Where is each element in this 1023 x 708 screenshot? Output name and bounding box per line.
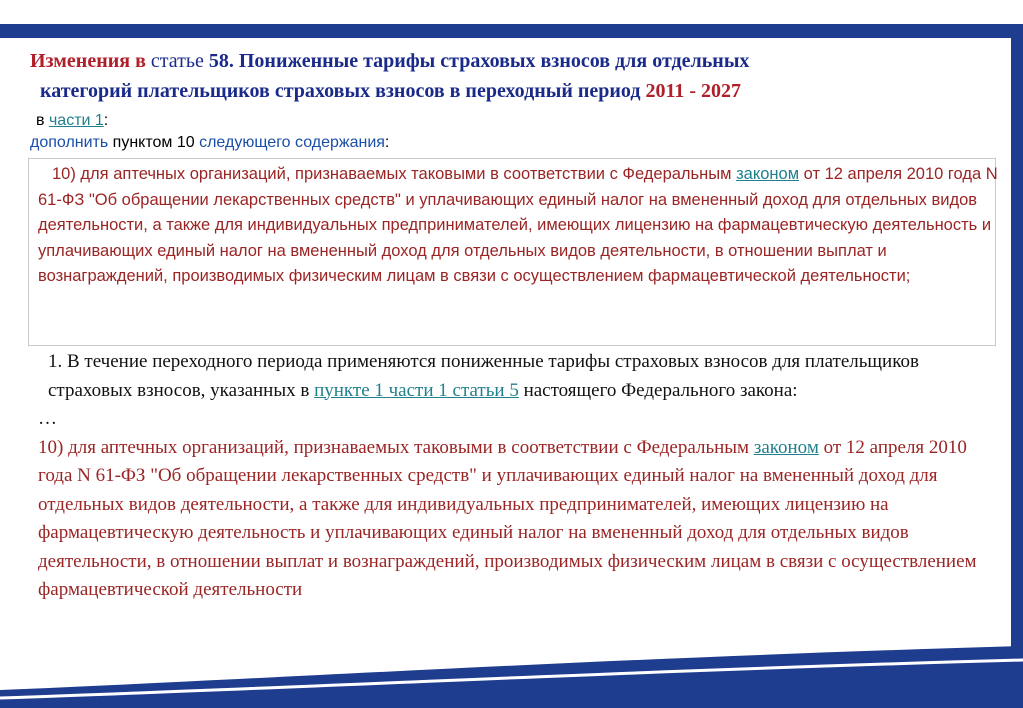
title-changes: Изменения в (30, 50, 146, 72)
part-1-link[interactable]: части 1 (48, 112, 104, 129)
right-decor-strip (1011, 38, 1023, 658)
title-years: 2011 - 2027 (645, 80, 742, 102)
title-article-word: статье (150, 50, 204, 72)
law-link-2[interactable]: законом (753, 436, 819, 458)
ellipsis: … (38, 408, 57, 429)
amendment-text (38, 162, 1000, 290)
intro-block (30, 110, 730, 154)
title-text-1: Пониженные тарифы страховых взносов для отдельных (238, 50, 750, 72)
title-text-2: категорий плательщиков страховых взносов в переходный период (40, 80, 641, 102)
intro-next-content: следующего содержания (199, 134, 385, 151)
point-1-link[interactable]: пункте 1 части 1 статьи 5 (314, 379, 519, 401)
main-p1a: 1. В течение переходного периода применяются пониженные тарифы страховых взносов для плательщиков страховых взносов, указанных в (48, 351, 919, 401)
main-p2a: 10) для аптечных организаций, признаваемых таковыми в соответствии с Федеральным (38, 436, 750, 458)
intro-colon-2: : (384, 134, 390, 151)
top-decor-bar (0, 24, 1023, 38)
intro-colon: : (103, 112, 109, 129)
title-article-number: 58. (208, 50, 234, 72)
amendment-text-1: 10) для аптечных организаций, признаваемых таковыми в соответствии с Федеральным (52, 165, 732, 183)
main-p2b: от 12 апреля 2010 года N 61-ФЗ "Об обращении лекарственных средств" и уплачивающих единый налог на вмененный доход для отдельных видов деятельности, а также для индивидуальных предпринимателей, имеющих лицензию на фармацевтическую деятельность и уплачивающих единый налог на вмененный доход для отдельных видов деятельности, в отношении выплат и вознаграждений, производимых физическим лицам в связи с осуществлением фармацевтической деятельности (38, 436, 977, 600)
main-p1b: настоящего Федерального закона: (518, 379, 798, 401)
main-text (38, 348, 998, 605)
law-link-1[interactable]: законом (736, 165, 800, 183)
bottom-decor-wave (0, 618, 1023, 708)
intro-point: пунктом 10 (112, 134, 195, 151)
amendment-text-2: от 12 апреля 2010 года N 61-ФЗ "Об обращении лекарственных средств" и уплачивающих единый налог на вмененный доход для отдельных видов деятельности, а также для индивидуальных предпринимателей, имеющих лицензию на фармацевтическую деятельность и уплачивающих единый налог на вмененный доход для отдельных видов деятельности, в отношении выплат и вознаграждений, производимых физическим лицам в связи с осуществлением фармацевтической деятельности; (38, 165, 998, 285)
page-title (30, 46, 990, 106)
intro-prefix: в (36, 112, 45, 129)
intro-add: дополнить (30, 134, 109, 151)
